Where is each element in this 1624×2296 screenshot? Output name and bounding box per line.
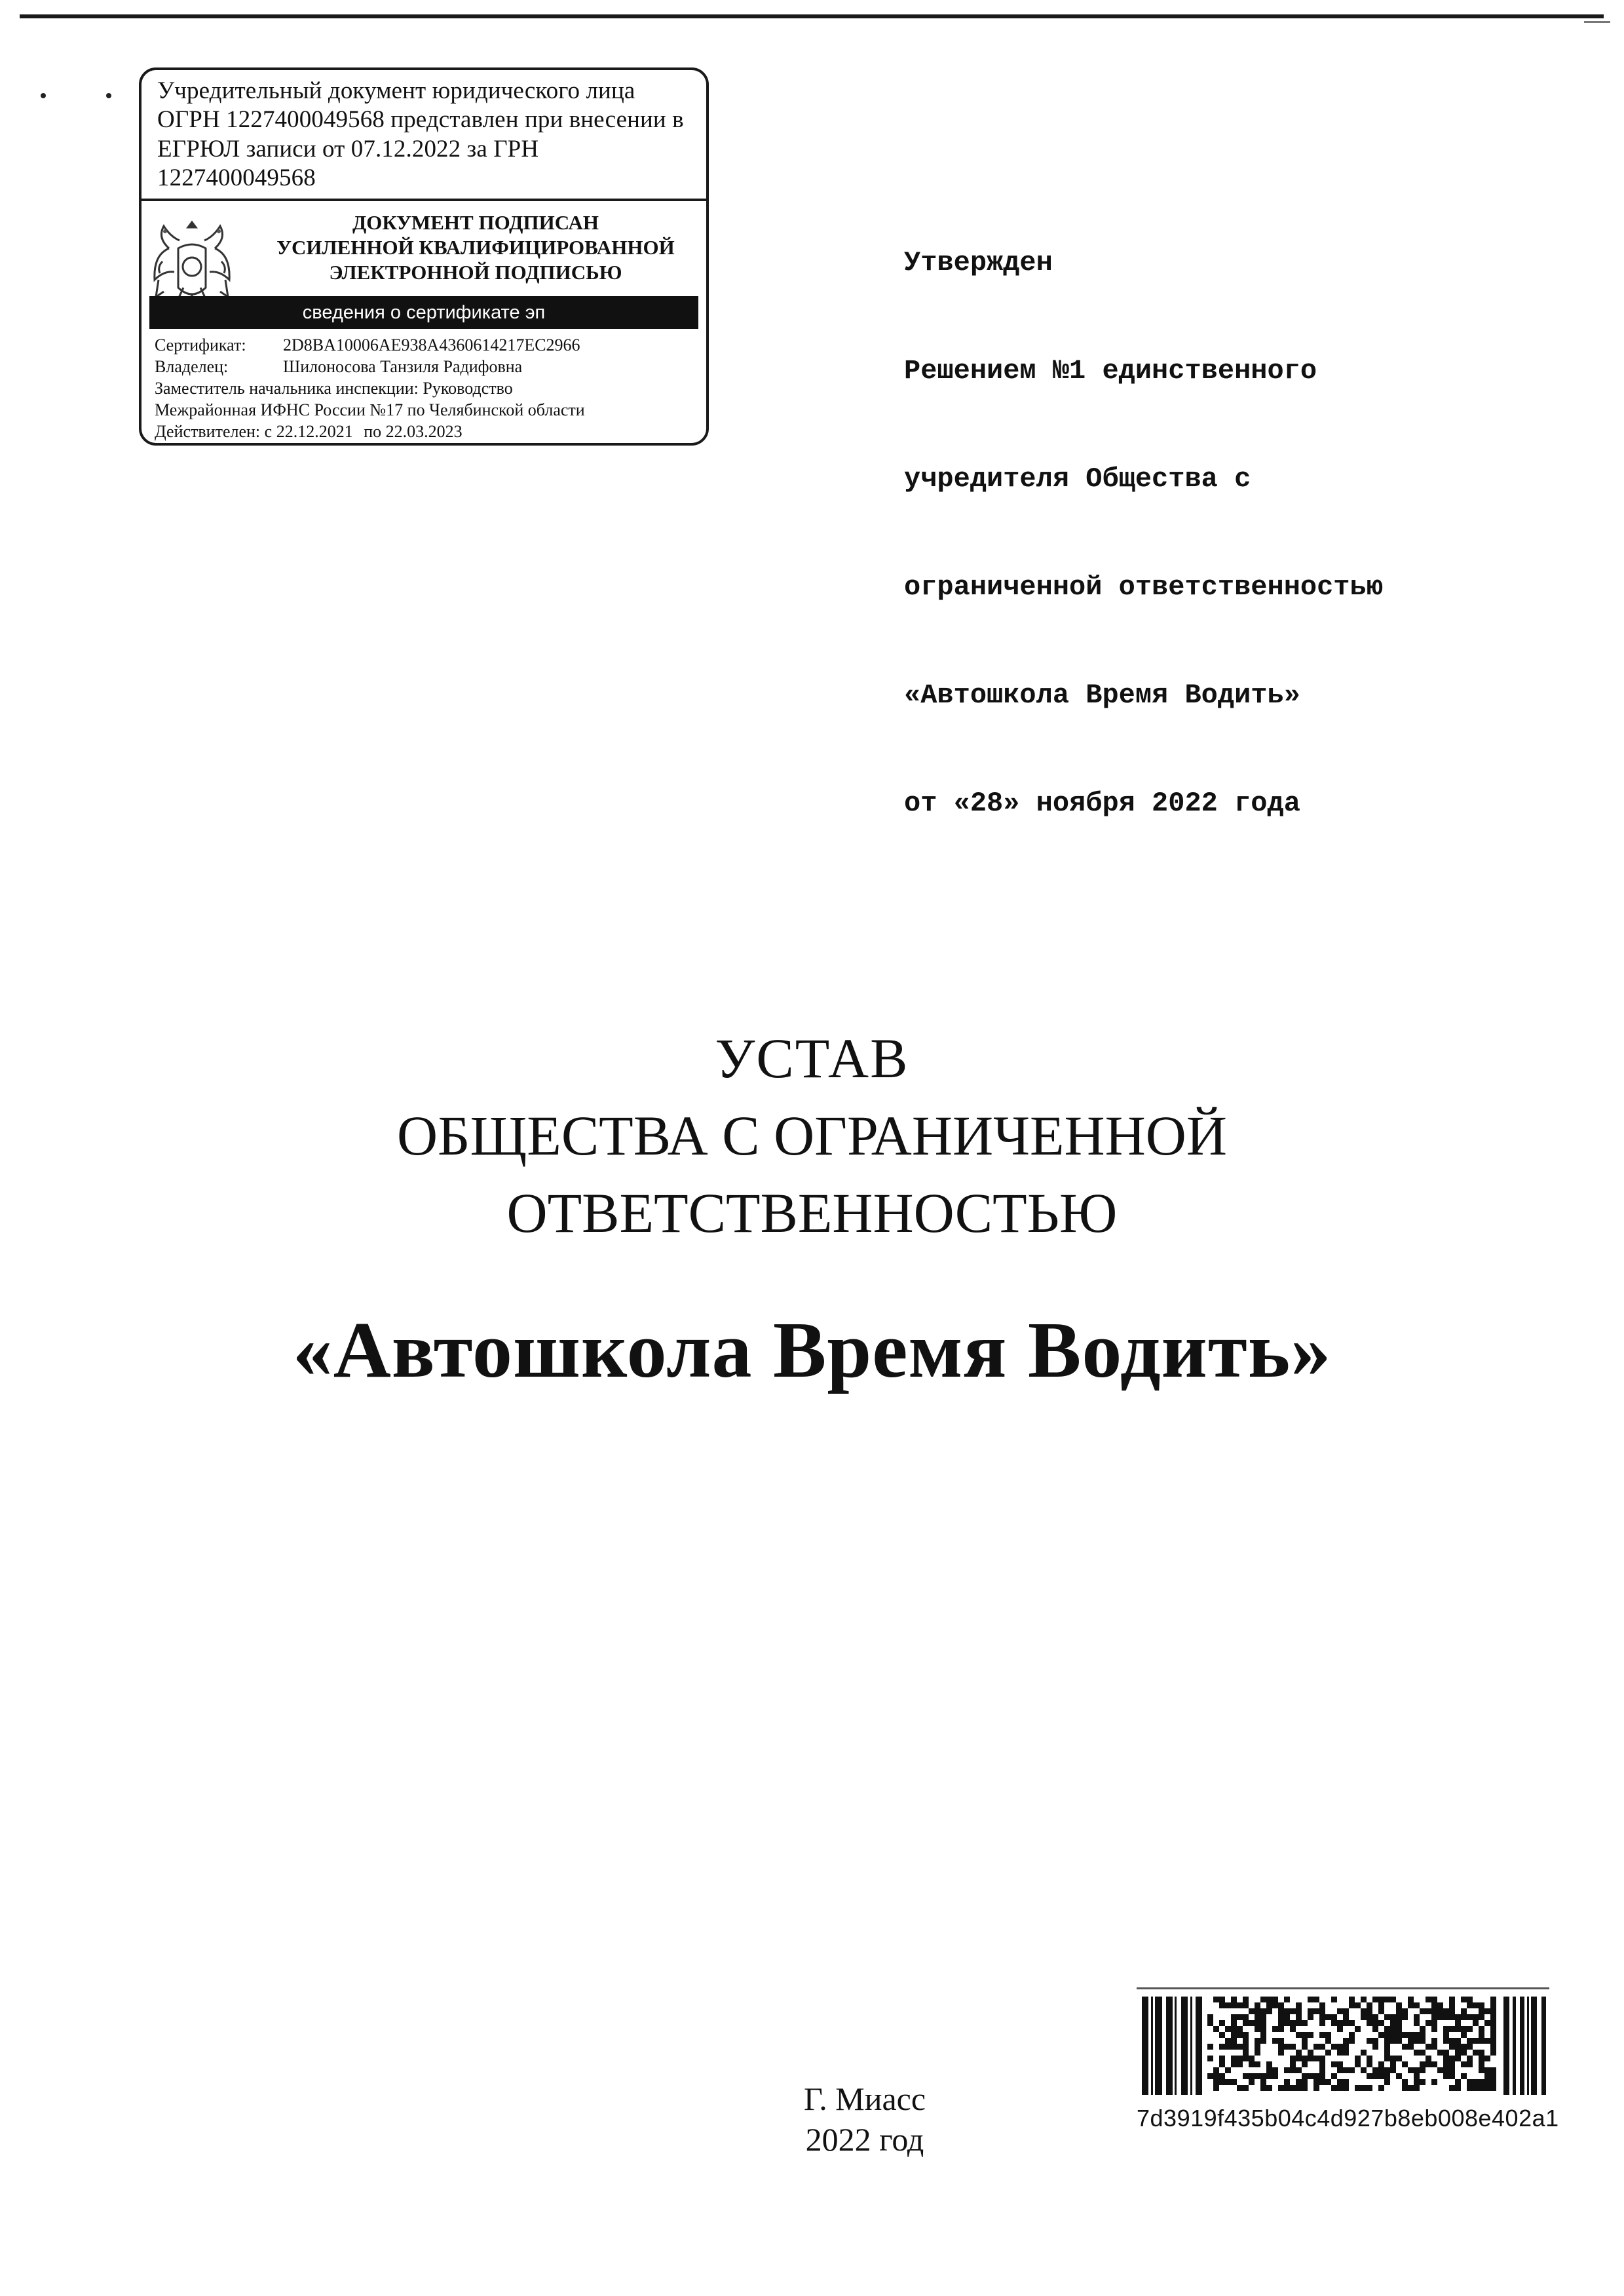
scan-speck (41, 93, 46, 98)
certificate-number: 2D8BA10006AE938A4360614217EC2966 (283, 335, 580, 354)
validity-from: с 22.12.2021 (264, 422, 353, 441)
certificate-info-bar: сведения о сертификате эп (149, 296, 698, 329)
top-border-line-end (1584, 21, 1610, 23)
barcode-code: 7d3919f435b04c4d927b8eb008e402a1 (1137, 2105, 1559, 2132)
signature-title (246, 210, 705, 284)
owner-label: Владелец: (155, 357, 229, 376)
company-name: «Автошкола Время Водить» (292, 1306, 1332, 1394)
top-border-line (20, 14, 1604, 18)
approval-line: Решением №1 единственного (904, 355, 1317, 387)
approval-line: ограниченной ответственностью (904, 571, 1383, 603)
approval-block (904, 173, 1592, 858)
city: Г. Миасс (803, 2080, 926, 2117)
approval-line: от «28» ноября 2022 года (904, 788, 1300, 819)
certificate-details (155, 334, 704, 442)
validity-to: по 22.03.2023 (364, 422, 463, 441)
registration-text: Учредительный документ юридического лица ОГРН 1227400049568 представлен при внесении в ЕГРЮЛ записи от 07.12.2022 за ГРН 1227400049568 (157, 77, 684, 192)
validity-row (155, 421, 704, 442)
certificate-label: Сертификат: (155, 335, 246, 354)
year: 2022 год (805, 2121, 924, 2158)
document-subtitle-line1: ОБЩЕСТВА С ОГРАНИЧЕННОЙ (397, 1104, 1227, 1167)
scan-speck (106, 93, 111, 98)
owner-name: Шилоносова Танзиля Радифовна (283, 357, 523, 376)
approval-line: «Автошкола Время Водить» (904, 679, 1300, 711)
document-title: УСТАВ (715, 1027, 909, 1090)
signature-title-line1: ДОКУМЕНТ ПОДПИСАН (352, 211, 599, 234)
document-subtitle-line2: ОТВЕТСТВЕННОСТЬЮ (506, 1181, 1118, 1244)
owner-position: Заместитель начальника инспекции: Руководство (155, 379, 513, 398)
issuing-organization: Межрайонная ИФНС России №17 по Челябинской области (155, 400, 585, 419)
barcode-image (1137, 1982, 1549, 2100)
double-headed-eagle-icon (149, 209, 235, 354)
signature-title-line2: УСИЛЕННОЙ КВАЛИФИЦИРОВАННОЙ (276, 235, 675, 259)
owner-row (155, 356, 704, 377)
registration-stamp (139, 67, 709, 446)
certificate-row (155, 334, 704, 356)
signature-title-line3: ЭЛЕКТРОННОЙ ПОДПИСЬЮ (329, 260, 622, 284)
stamp-divider (142, 199, 706, 201)
approval-line: Утвержден (904, 247, 1053, 278)
approval-line: учредителя Общества с (904, 463, 1251, 495)
validity-label: Действителен: (155, 422, 261, 441)
